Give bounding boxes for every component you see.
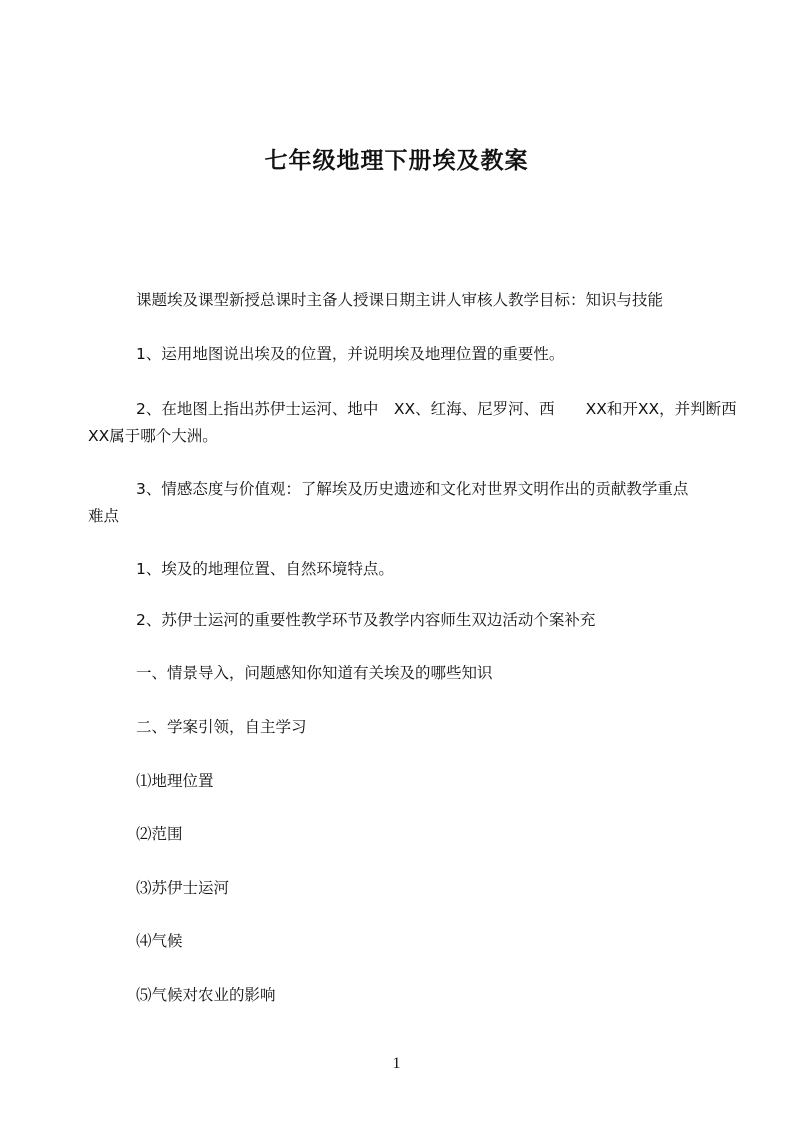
paragraph-objective-3: 3、情感态度与价值观：了解埃及历史遗迹和文化对世界文明作出的贡献教学重点 <box>136 480 689 498</box>
paragraph-objective-1: 1、运用地图说出埃及的位置，并说明埃及地理位置的重要性。 <box>136 345 565 363</box>
list-item-extent: ⑵范围 <box>136 825 183 843</box>
paragraph-section-1: 一、情景导入，问题感知你知道有关埃及的哪些知识 <box>136 664 493 682</box>
list-item-climate-agriculture: ⑸气候对农业的影响 <box>136 986 276 1004</box>
paragraph-objective-2-continued: XX属于哪个大洲。 <box>88 427 218 445</box>
list-item-suez-canal: ⑶苏伊士运河 <box>136 879 230 897</box>
page-number: 1 <box>392 1055 401 1072</box>
list-item-climate: ⑷气候 <box>136 932 183 950</box>
paragraph-objective-3-continued: 难点 <box>88 507 120 525</box>
document-title: 七年级地理下册埃及教案 <box>264 148 529 174</box>
paragraph-section-2: 二、学案引领，自主学习 <box>136 718 307 736</box>
paragraph-lesson-info: 课题埃及课型新授总课时主备人授课日期主讲人审核人教学目标：知识与技能 <box>136 291 664 309</box>
paragraph-key-point-1: 1、埃及的地理位置、自然环境特点。 <box>136 560 394 578</box>
paragraph-key-point-2: 2、苏伊士运河的重要性教学环节及教学内容师生双边活动个案补充 <box>136 611 596 629</box>
paragraph-objective-2: 2、在地图上指出苏伊士运河、地中 XX、红海、尼罗河、西 XX和开XX，并判断西 <box>136 400 737 418</box>
list-item-location: ⑴地理位置 <box>136 772 214 790</box>
